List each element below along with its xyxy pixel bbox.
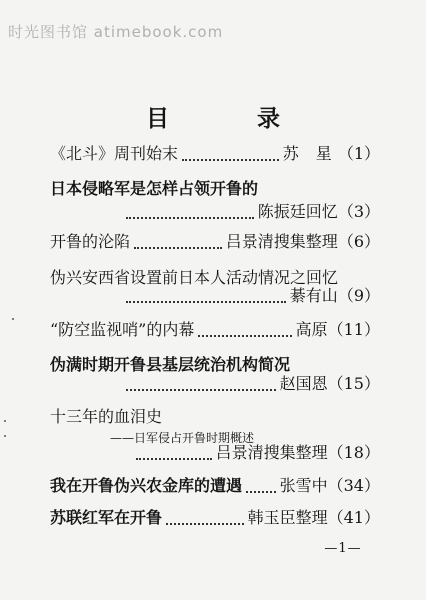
toc-entry-continuation (122, 374, 380, 394)
toc-entry (50, 407, 250, 427)
toc-entry-author: 吕景清搜集整理 (215, 443, 328, 462)
dot-leader (246, 491, 276, 493)
watermark: 时光图书馆 atimebook.com (8, 23, 224, 41)
toc-entry-author: 苏 星 (282, 144, 338, 163)
toc-entry-title: 伪满时期开鲁县基层统治机构简况 (50, 355, 291, 374)
page-number: —1— (324, 541, 362, 556)
toc-entry-author: 陈振廷回忆 (257, 202, 338, 221)
toc-entry (50, 320, 380, 340)
dot-leader (198, 335, 291, 337)
toc-entry-page: （6） (337, 232, 380, 251)
toc-entry-author: 韩玉臣整理 (247, 508, 328, 527)
toc-entry-title: 《北斗》周刊始末 (50, 144, 179, 163)
toc-entry-subtitle: ——日军侵占开鲁时期概述 (110, 431, 255, 445)
toc-entry-page: （11） (327, 320, 380, 339)
toc-entry-title: 苏联红军在开鲁 (50, 508, 163, 527)
toc-entry-author: 高原 (295, 320, 328, 339)
toc-entry-author: 张雪中 (279, 476, 328, 495)
toc-entry-title: 开鲁的沦陷 (50, 232, 131, 251)
dot-leader (126, 389, 276, 391)
scan-speck (4, 420, 6, 422)
toc-entry-author: 吕景清搜集整理 (225, 232, 338, 251)
scan-speck (12, 318, 14, 320)
toc-entry-title: 伪兴安西省设置前日本人活动情况之回忆 (50, 268, 339, 287)
toc-entry-page: （34） (327, 476, 380, 495)
toc-entry (50, 476, 380, 496)
toc-entry-title: 十三年的血泪史 (50, 407, 163, 426)
dot-leader (166, 523, 244, 525)
page-title: 目 录 (145, 106, 320, 132)
dot-leader (134, 247, 222, 249)
toc-entry-author: 綦有山 (289, 286, 338, 305)
toc-entry (50, 179, 310, 199)
toc-entry-page: （9） (337, 286, 380, 305)
dot-leader (182, 159, 279, 161)
toc-entry (50, 355, 310, 375)
toc-entry-continuation (122, 286, 380, 306)
toc-entry (50, 232, 380, 252)
toc-entry-page: （15） (327, 374, 380, 393)
dot-leader (136, 458, 212, 460)
toc-entry (50, 144, 380, 164)
dot-leader (126, 217, 254, 219)
toc-entry (50, 508, 380, 528)
scan-speck (4, 435, 6, 437)
dot-leader (126, 301, 286, 303)
toc-entry-page: （18） (327, 443, 380, 462)
toc-entry-title: 日本侵略军是怎样占领开鲁的 (50, 179, 259, 198)
toc-entry-title: 我在开鲁伪兴农金库的遭遇 (50, 476, 243, 495)
toc-entry-page: （1） (337, 144, 380, 163)
toc-entry-page: （41） (327, 508, 380, 527)
toc-entry-continuation (132, 443, 380, 463)
toc-entry-continuation (122, 202, 380, 222)
toc-entry-author: 赵国恩 (279, 374, 328, 393)
toc-entry-title: “防空监视哨”的内幕 (50, 320, 195, 339)
toc-entry-page: （3） (337, 202, 380, 221)
